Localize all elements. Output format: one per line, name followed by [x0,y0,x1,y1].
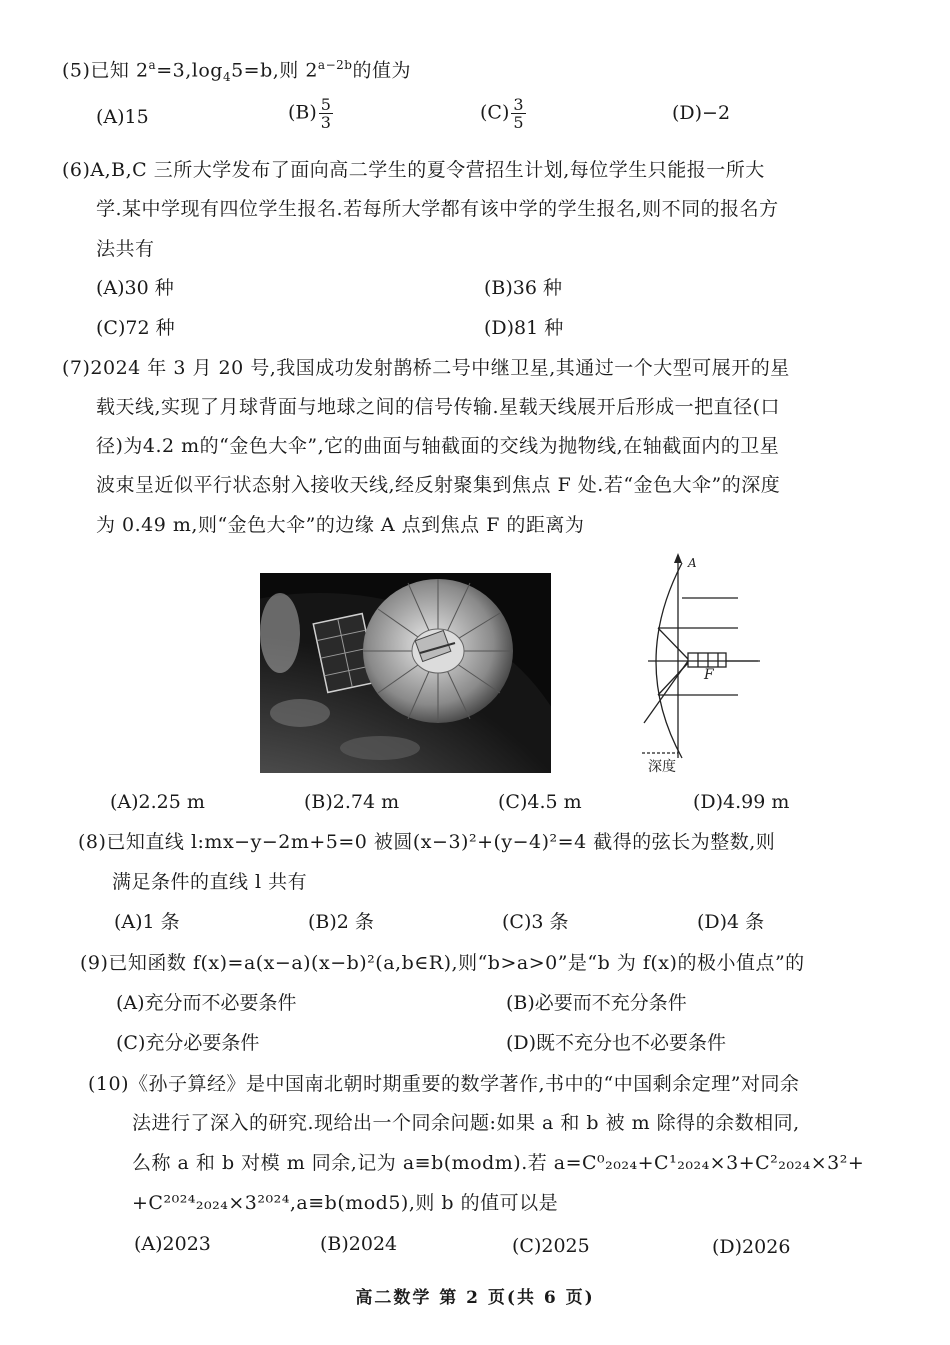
q5-option-d: (D)−2 [672,102,731,124]
q9-option-b: (B)必要而不充分条件 [506,992,687,1014]
q5-option-b-num: 5 [320,95,331,114]
q7-option-d: (D)4.99 m [693,791,790,813]
q8-option-d: (D)4 条 [697,911,765,933]
q7-option-b: (B)2.74 m [304,791,400,813]
q7-line-1: (7)2024 年 3 月 20 号,我国成功发射鹊桥二号中继卫星,其通过一个大型可展开的星 [62,357,790,379]
q5-option-c [480,96,526,131]
q5-exp-a: a [148,58,157,72]
q7-line-3: 径)为4.2 m的“金色大伞”,它的曲面与轴截面的交线为抛物线,在轴截面内的卫星 [96,435,780,457]
q7-line-5: 为 0.49 m,则“金色大伞”的边缘 A 点到焦点 F 的距离为 [96,514,585,536]
q6-option-b: (B)36 种 [484,277,563,299]
diagram-label-f: F [704,667,714,683]
q7-option-c: (C)4.5 m [498,791,582,813]
q7-option-a: (A)2.25 m [110,791,205,813]
q10-option-a: (A)2023 [134,1233,211,1255]
q8-line-1: (8)已知直线 l:mx−y−2m+5=0 被圆(x−3)²+(y−4)²=4 截得的弦长为整数,则 [78,831,776,853]
q9-line-1: (9)已知函数 f(x)=a(x−a)(x−b)²(a,b∈R),则“b>a>0”是“b 为 f(x)的极小值点”的 [80,952,805,974]
q5-option-a: (A)15 [96,106,149,128]
q10-line-3: 么称 a 和 b 对模 m 同余,记为 a≡b(modm).若 a=C⁰₂₀₂₄+C¹₂₀₂₄×3+C²₂₀₂₄×3²+ [132,1152,865,1174]
q5-log-base: 4 [222,70,232,85]
q5-option-b-fraction [319,96,333,131]
diagram-label-depth: 深度 [648,759,676,775]
diagram-reflect-1 [658,628,688,659]
satellite-illustration [260,573,551,773]
q10-option-d: (D)2026 [712,1236,791,1258]
diagram-feed [688,653,726,667]
q6-line-2: 学.某中学现有四位学生报名.若每所大学都有该中学的学生报名,则不同的报名方 [96,198,779,220]
q5-mid: =3,log [156,59,223,82]
q6-line-1: (6)A,B,C 三所大学发布了面向高二学生的夏令营招生计划,每位学生只能报一所大 [62,159,765,181]
diagram-reflect-3 [644,661,688,723]
q9-option-d: (D)既不充分也不必要条件 [506,1032,727,1054]
q5-prefix: (5)已知 2 [62,59,149,82]
q5-option-b-label: (B) [288,101,317,124]
q5-option-c-num: 3 [513,95,524,114]
page-footer: 高二数学 第 2 页(共 6 页) [355,1288,595,1308]
diagram-label-a: A [688,556,697,570]
diagram-arrow-top [674,553,682,563]
q10-line-4: +C²⁰²⁴₂₀₂₄×3²⁰²⁴,a≡b(mod5),则 b 的值可以是 [132,1192,559,1214]
q6-line-3: 法共有 [96,238,155,260]
q5-option-c-den: 5 [513,113,524,132]
parabola-diagram [628,553,768,775]
q8-option-c: (C)3 条 [502,911,569,933]
q8-option-a: (A)1 条 [114,911,180,933]
q5-suffix: 的值为 [352,59,411,82]
q8-line-2: 满足条件的直线 l 共有 [112,871,308,893]
q10-line-1: (10)《孙子算经》是中国南北朝时期重要的数学著作,书中的“中国剩余定理”对同余 [88,1073,800,1095]
q5-option-b-den: 3 [320,113,331,132]
q9-option-c: (C)充分必要条件 [116,1032,260,1054]
q5-option-b [288,96,333,131]
q10-line-2: 法进行了深入的研究.现给出一个同余问题:如果 a 和 b 被 m 除得的余数相同, [132,1112,800,1134]
q5-option-c-fraction [511,96,525,131]
q7-line-4: 波束呈近似平行状态射入接收天线,经反射聚集到焦点 F 处.若“金色大伞”的深度 [96,474,781,496]
q5-exp-ab: a−2b [317,58,353,72]
q6-option-a: (A)30 种 [96,277,174,299]
q9-option-a: (A)充分而不必要条件 [116,992,297,1014]
satellite-photo [260,573,551,773]
q6-option-c: (C)72 种 [96,317,175,339]
q6-option-d: (D)81 种 [484,317,564,339]
q5-option-c-label: (C) [480,101,510,124]
q8-option-b: (B)2 条 [308,911,374,933]
q5-mid2: 5=b,则 2 [231,59,318,82]
q10-option-b: (B)2024 [320,1233,398,1255]
q7-line-2: 载天线,实现了月球背面与地球之间的信号传输.星载天线展开后形成一把直径(口 [96,396,780,418]
q10-option-c: (C)2025 [512,1235,590,1257]
q5-stem [62,52,411,90]
